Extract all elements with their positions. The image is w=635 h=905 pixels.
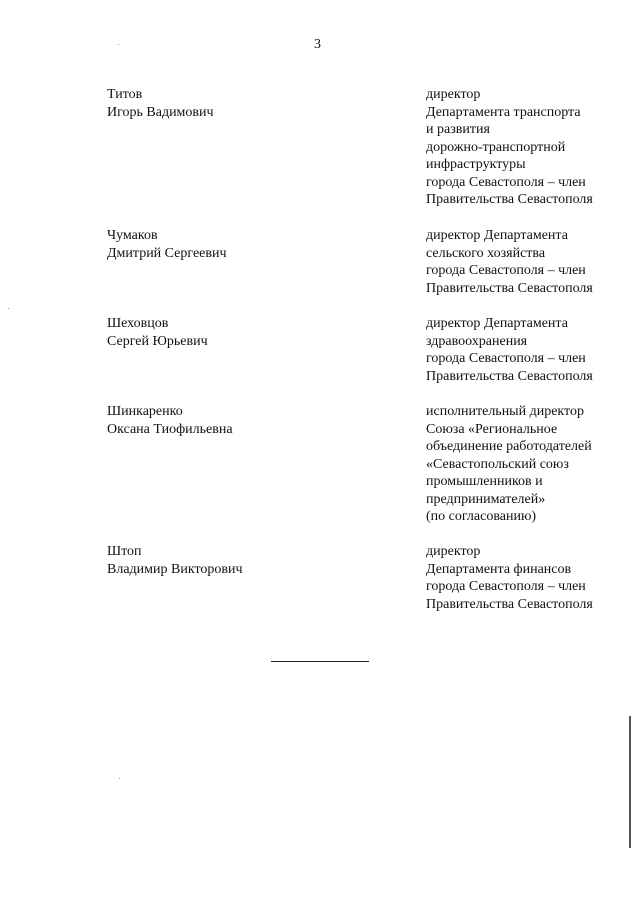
- member-given-names: Дмитрий Сергеевич: [107, 245, 227, 261]
- member-position: [426, 86, 626, 209]
- member-given-names: Оксана Тиофильевна: [107, 421, 233, 437]
- position-line: города Севастополя – член: [426, 263, 586, 278]
- position-line: инфраструктуры: [426, 157, 526, 172]
- member-given-names: Сергей Юрьевич: [107, 333, 208, 349]
- position-line: промышленников и: [426, 474, 543, 489]
- member-given-names: Владимир Викторович: [107, 561, 243, 577]
- position-line: объединение работодателей: [426, 439, 592, 454]
- position-line: города Севастополя – член: [426, 351, 586, 366]
- position-line: сельского хозяйства: [426, 245, 546, 261]
- member-name: [107, 403, 233, 438]
- member-surname: Шеховцов: [107, 316, 169, 331]
- position-line: Правительства Севастополя: [426, 280, 593, 296]
- page-number: 3: [314, 37, 321, 52]
- position-line: предпринимателей»: [426, 491, 546, 507]
- member-name: [107, 86, 214, 121]
- member-name: [107, 227, 227, 262]
- member-surname: Титов: [107, 87, 143, 102]
- member-position: [426, 543, 626, 613]
- member-position: [426, 315, 626, 385]
- position-line: здравоохранения: [426, 333, 528, 349]
- position-line: и развития: [426, 122, 490, 137]
- position-line: Правительства Севастополя: [426, 596, 593, 612]
- position-line: (по согласованию): [426, 509, 537, 524]
- position-line: Союза «Региональное: [426, 421, 558, 437]
- position-line: города Севастополя – член: [426, 174, 586, 190]
- member-position: [426, 403, 626, 526]
- member-position: [426, 227, 626, 297]
- member-surname: Шинкаренко: [107, 404, 183, 419]
- position-line: Правительства Севастополя: [426, 192, 593, 207]
- member-name: [107, 543, 243, 578]
- closing-rule: [271, 661, 369, 662]
- member-surname: Чумаков: [107, 228, 158, 243]
- position-line: директор: [426, 544, 481, 559]
- scan-speck: [8, 308, 9, 309]
- position-line: Департамента финансов: [426, 561, 572, 577]
- position-line: директор Департамента: [426, 316, 568, 331]
- position-line: директор: [426, 87, 481, 102]
- position-line: города Севастополя – член: [426, 579, 586, 594]
- scan-speck: [118, 44, 119, 45]
- position-line: исполнительный директор: [426, 404, 584, 419]
- position-line: дорожно-транспортной: [426, 139, 566, 155]
- position-line: «Севастопольский союз: [426, 456, 569, 472]
- scan-speck: [119, 778, 120, 779]
- position-line: Правительства Севастополя: [426, 368, 593, 384]
- position-line: директор Департамента: [426, 228, 568, 243]
- member-surname: Штоп: [107, 544, 142, 559]
- scan-edge-mark: [629, 716, 631, 848]
- member-name: [107, 315, 208, 350]
- member-given-names: Игорь Вадимович: [107, 104, 214, 120]
- position-line: Департамента транспорта: [426, 104, 581, 120]
